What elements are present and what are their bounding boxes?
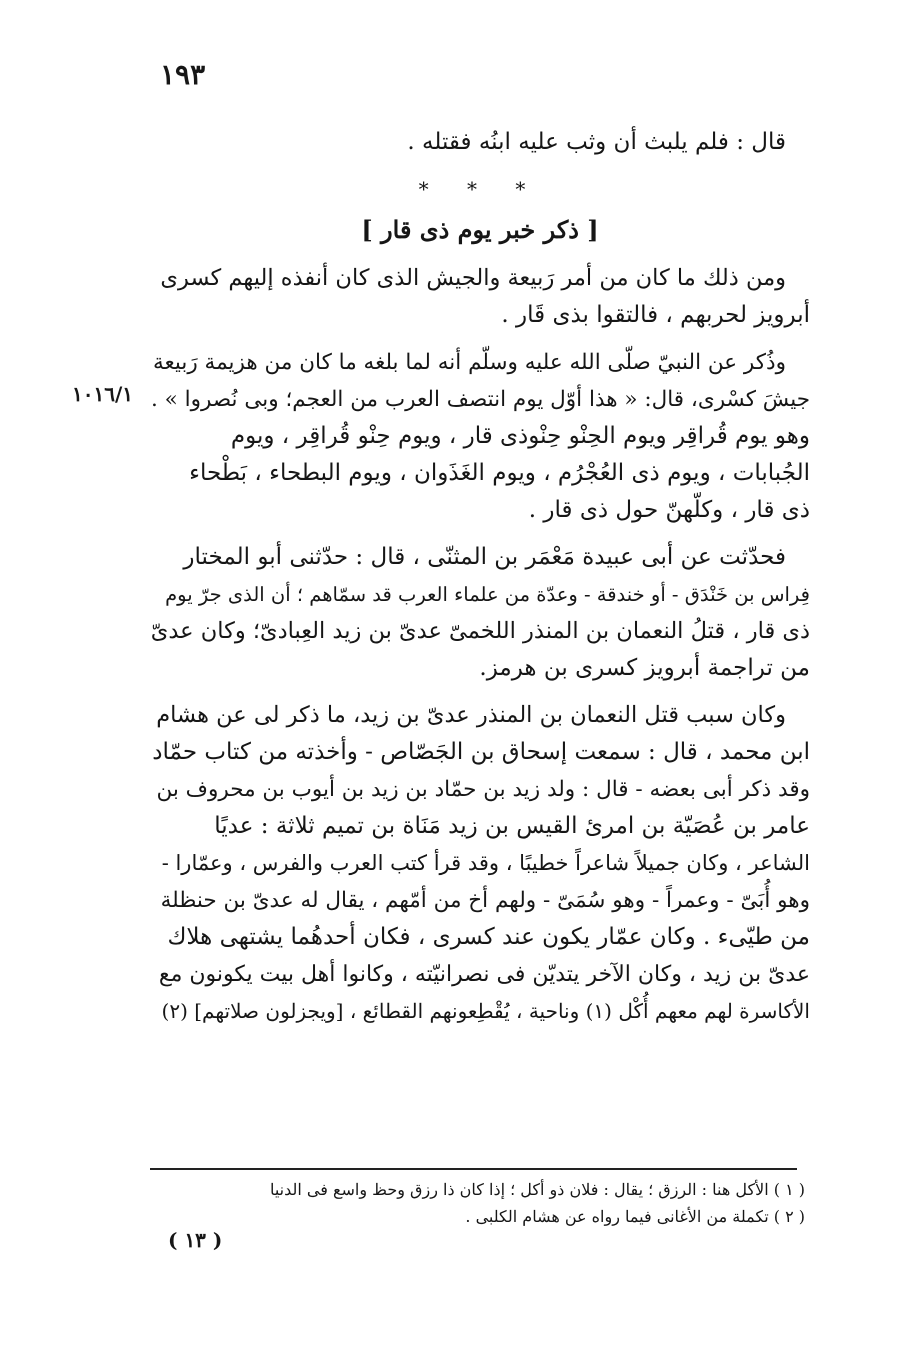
text-line: فِراس بن خَنْدَق - أو خندقة - وعدّة من علماء العرب قد سمّاهم ؛ أن الذى جرّ يوم bbox=[165, 583, 810, 606]
paragraph bbox=[150, 260, 810, 334]
text-line: ذى قار ، قتلُ النعمان بن المنذر اللخمىّ عدىّ بن زيد العِبادىّ؛ وكان عدىّ bbox=[150, 618, 810, 644]
text-line: وقد ذكر أبى بعضه - قال : ولد زيد بن حمّاد بن زيد بن أيوب بن محروف بن bbox=[156, 777, 810, 802]
page-number: ١٩٣ bbox=[160, 58, 206, 91]
text-line: عدىّ بن زيد ، وكان الآخر يتديّن فى نصرانيّته ، وكانوا أهل بيت يكونون مع bbox=[158, 962, 810, 987]
text-line: ابن محمد ، قال : سمعت إسحاق بن الجَصّاص - وأخذته من كتاب حمّاد bbox=[152, 739, 810, 765]
text-line: الشاعر ، وكان جميلاً شاعراً خطيبًا ، وقد قرأ كتب العرب والفرس ، وعمّارا - bbox=[161, 851, 810, 875]
text-line: فحدّثت عن أبى عبيدة مَعْمَر بن المثنّى ، قال : حدّثنى أبو المختار bbox=[183, 544, 786, 570]
footnote: ( ١ ) الأكل هنا : الرزق ؛ يقال : فلان ذو أكل ؛ إذا كان ذا رزق وحظ واسع فى الدنيا bbox=[269, 1180, 805, 1199]
text-line: الأكاسرة لهم معهم أُكْل (١) وناحية ، يُقْطِعونهم القطائع ، [ويجزلون صلاتهم] (٢) bbox=[161, 999, 810, 1023]
signature-mark: ( ١٣ ) bbox=[168, 1228, 223, 1252]
text-line: وهو يوم قُراقِر ويوم الحِنْو حِنْوذى قار ، ويوم حِنْو قُراقِر ، ويوم bbox=[230, 423, 810, 449]
text-line: وذُكر عن النبيّ صلّى الله عليه وسلّم أنه لما بلغه ما كان من هزيمة رَبيعة bbox=[152, 350, 786, 375]
paragraph bbox=[150, 539, 810, 687]
section-heading: [ ذكر خبر يوم ذى قار ] bbox=[361, 215, 599, 244]
section-separator: * * * bbox=[418, 177, 542, 201]
main-text bbox=[150, 124, 810, 1040]
text-line: من تراجمة أبرويز كسرى بن هرمز. bbox=[479, 655, 810, 681]
opening-line: قال : فلم يلبث أن وثب عليه ابنُه فقتله . bbox=[407, 129, 786, 155]
text-line: ذى قار ، وكلّهنّ حول ذى قار . bbox=[528, 497, 810, 523]
text-line: جيشَ كسْرى، قال: « هذا أوّل يوم انتصف العرب من العجم؛ وبى نُصروا » . bbox=[150, 387, 810, 412]
margin-reference: ١٠١٦/١ bbox=[72, 382, 134, 406]
text-line: وهو أُبَىّ - وعمراً - وهو سُمَىّ - ولهم أخ من أمّهم ، يقال له عدىّ بن حنظلة bbox=[160, 888, 810, 913]
text-line: ومن ذلك ما كان من أمر رَبيعة والجيش الذى كان أنفذه إليهم كسرى bbox=[160, 265, 786, 291]
text-line: الجُبابات ، ويوم ذى العُجْرُم ، ويوم الغَذَوان ، ويوم البطحاء ، بَطْحاء bbox=[189, 460, 810, 486]
footnote: ( ٢ ) تكملة من الأغانى فيما رواه عن هشام الكلبى . bbox=[465, 1207, 805, 1226]
paragraph bbox=[150, 344, 810, 529]
text-line: من طيّىء . وكان عمّار يكون عند كسرى ، فكان أحدهُما يشتهى هلاك bbox=[167, 924, 810, 950]
text-line: عامر بن عُصَيّة بن امرئ القيس بن زيد مَنَاة بن تميم ثلاثة : عديًا bbox=[214, 813, 810, 839]
paragraph bbox=[150, 697, 810, 1030]
footnote-divider bbox=[150, 1168, 797, 1170]
text-line: وكان سبب قتل النعمان بن المنذر عدىّ بن زيد، ما ذكر لى عن هشام bbox=[156, 702, 786, 728]
text-line: أبرويز لحربهم ، فالتقوا بذى قَار . bbox=[501, 302, 810, 328]
footnotes bbox=[150, 1176, 805, 1230]
